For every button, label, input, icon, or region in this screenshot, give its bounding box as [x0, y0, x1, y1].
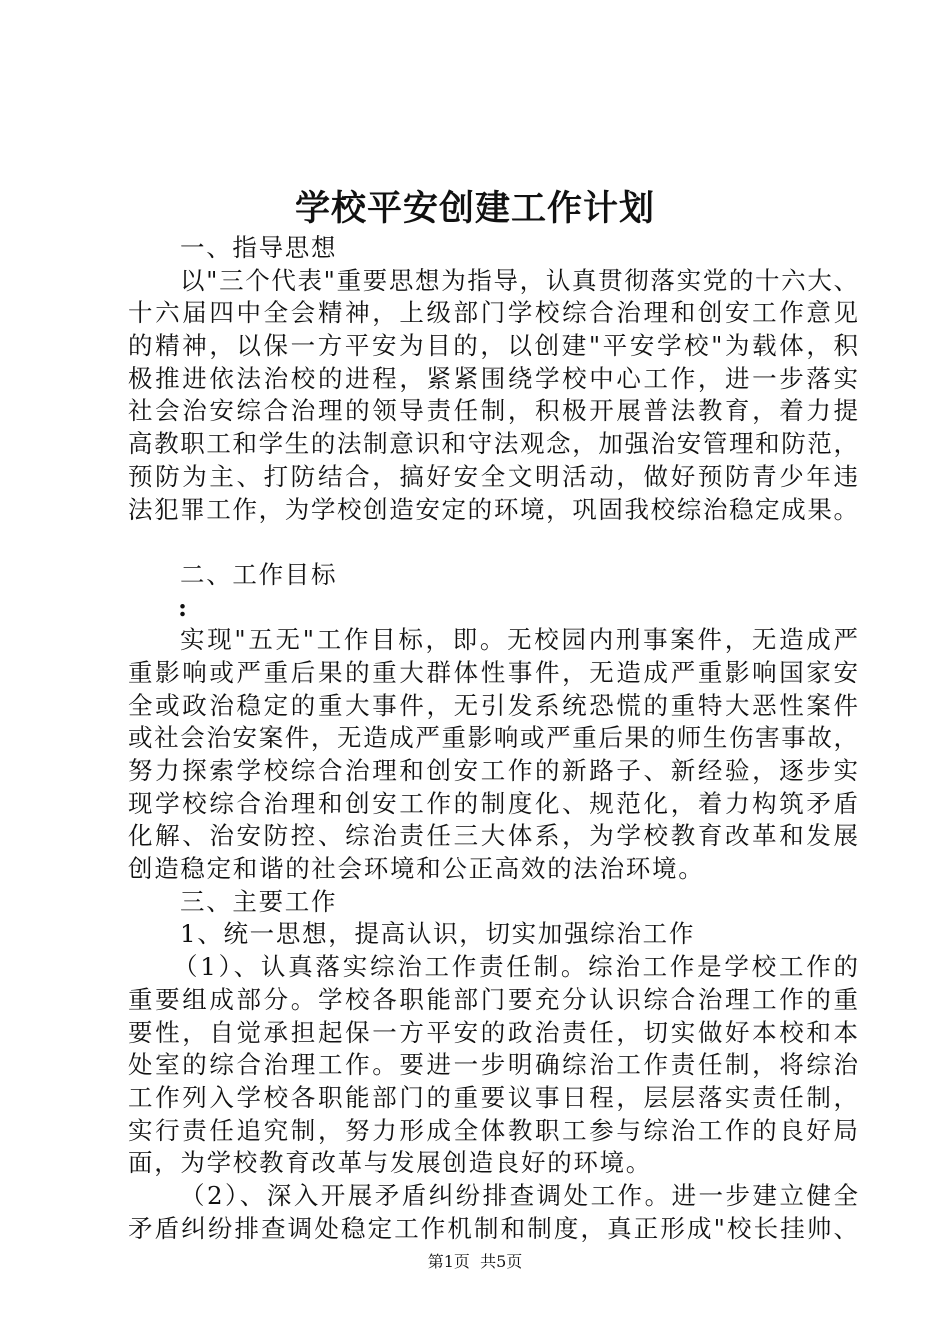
paragraph-line: 矛盾纠纷排查调处稳定工作机制和制度，真正形成"校长挂帅、	[128, 1213, 858, 1243]
page-footer	[0, 1250, 950, 1274]
paragraph-line: 预防为主、打防结合，搞好安全文明活动，做好预防青少年违	[128, 461, 858, 491]
paragraph-line: 创造稳定和谐的社会环境和公正高效的法治环境。	[128, 854, 705, 884]
paragraph-line: （1）、认真落实综治工作责任制。综治工作是学校工作的	[173, 952, 858, 982]
paragraph-line: 重要组成部分。学校各职能部门要充分认识综合治理工作的重	[128, 984, 858, 1014]
section-heading-main-work: 三、主要工作	[180, 886, 338, 916]
page-number-label: 第1页 共5页	[427, 1252, 523, 1271]
section-heading-guiding-ideology: 一、指导思想	[180, 233, 338, 262]
paragraph-spacer	[128, 526, 858, 559]
section-heading-work-goals: 二、工作目标	[180, 559, 338, 589]
paragraph-line: 实现"五无"工作目标，即。无校园内刑事案件，无造成严	[180, 625, 858, 655]
paragraph-line: 现学校综合治理和创安工作的制度化、规范化，着力构筑矛盾	[128, 788, 858, 818]
paragraph-line: 重影响或严重后果的重大群体性事件，无造成严重影响国家安	[128, 657, 858, 687]
subsection-heading: 1、统一思想，提高认识，切实加强综治工作	[180, 919, 696, 949]
document-body	[128, 232, 858, 1245]
paragraph-line: 十六届四中全会精神，上级部门学校综合治理和创安工作意见	[128, 298, 858, 328]
paragraph-line: 法犯罪工作，为学校创造安定的环境，巩固我校综治稳定成果。	[128, 494, 858, 524]
paragraph-line: 全或政治稳定的重大事件，无引发系统恐慌的重特大恶性案件	[128, 690, 858, 720]
paragraph-line: 工作列入学校各职能部门的重要议事日程，层层落实责任制，	[128, 1082, 858, 1112]
paragraph-line: 处室的综合治理工作。要进一步明确综治工作责任制，将综治	[128, 1050, 858, 1080]
document-title: 学校平安创建工作计划	[294, 188, 655, 229]
paragraph-line: 努力探索学校综合治理和创安工作的新路子、新经验，逐步实	[128, 756, 858, 785]
paragraph-line: 化解、治安防控、综治责任三大体系，为学校教育改革和发展	[128, 821, 858, 851]
paragraph-line: 社会治安综合治理的领导责任制，积极开展普法教育，着力提	[128, 396, 858, 426]
paragraph-line: 实行责任追究制，努力形成全体教职工参与综治工作的良好局	[128, 1115, 858, 1145]
paragraph-line: 高教职工和学生的法制意识和守法观念，加强治安管理和防范，	[128, 429, 858, 459]
paragraph-line: 面，为学校教育改革与发展创造良好的环境。	[128, 1148, 652, 1178]
paragraph-line: 以"三个代表"重要思想为指导，认真贯彻落实党的十六大、	[180, 265, 858, 295]
paragraph-line: 极推进依法治校的进程，紧紧围绕学校中心工作，进一步落实	[128, 363, 858, 393]
paragraph-line: 要性，自觉承担起保一方平安的政治责任，切实做好本校和本	[128, 1017, 858, 1047]
paragraph-line: 的精神，以保一方平安为目的，以创建"平安学校"为载体，积	[128, 331, 858, 361]
colon-mark: :	[178, 592, 188, 622]
paragraph-line: （2）、深入开展矛盾纠纷排查调处工作。进一步建立健全	[180, 1180, 858, 1210]
paragraph-line: 或社会治安案件，无造成严重影响或严重后果的师生伤害事故，	[128, 723, 858, 753]
